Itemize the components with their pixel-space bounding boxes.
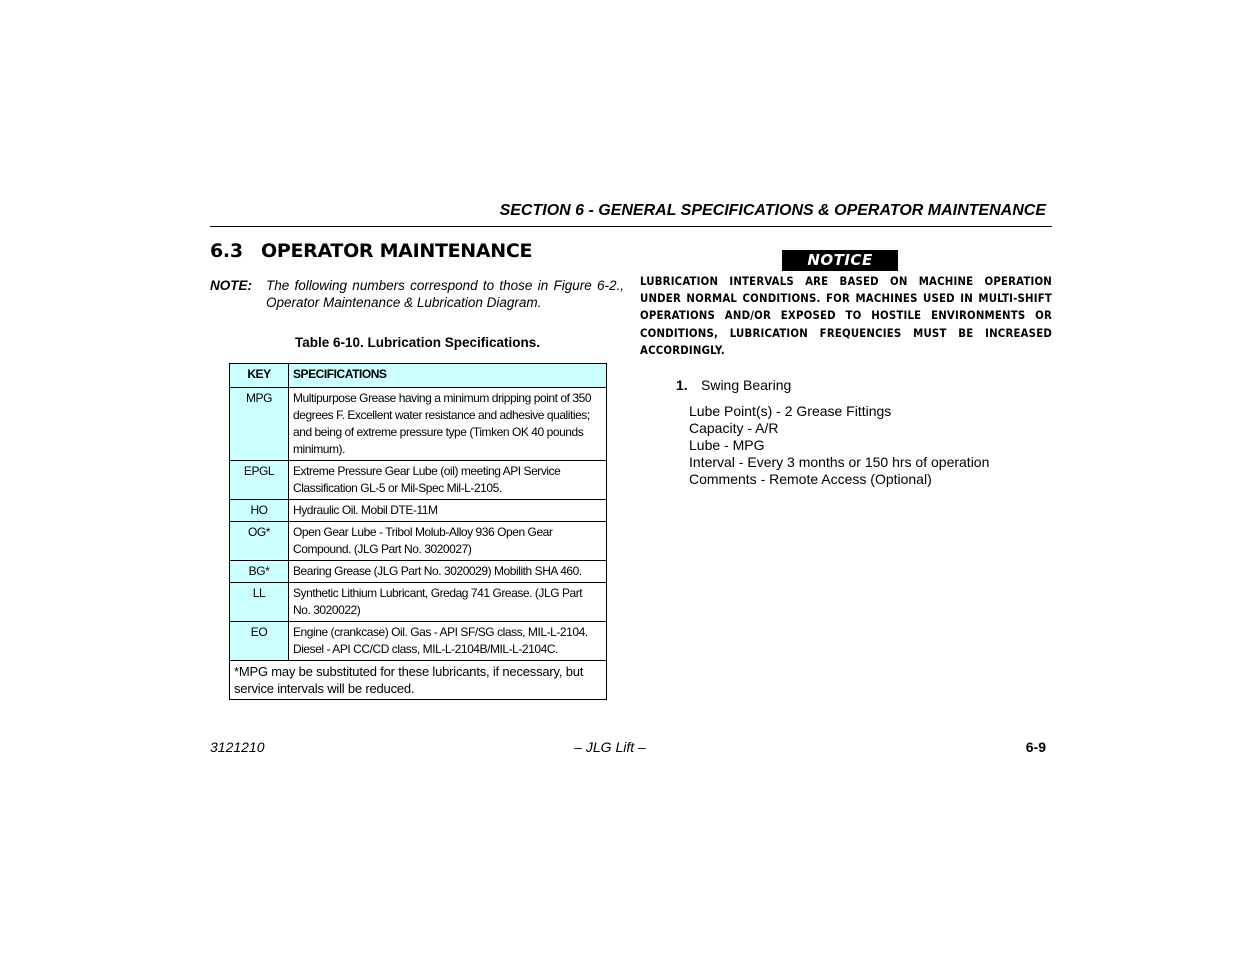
note-label: NOTE: bbox=[210, 278, 252, 293]
detail-lube: Lube - MPG bbox=[689, 437, 765, 453]
table-row bbox=[230, 522, 607, 561]
section-heading bbox=[210, 240, 532, 262]
column-header-specifications: SPECIFICATIONS bbox=[289, 364, 607, 388]
row-spec: Engine (crankcase) Oil. Gas - API SF/SG class, MIL-L-2104. Diesel - API CC/CD class, MIL-L-2104B/MIL-L-2104C. bbox=[289, 622, 607, 661]
lubrication-specifications-table bbox=[229, 363, 607, 700]
row-key: BG* bbox=[230, 561, 289, 583]
table-row bbox=[230, 500, 607, 522]
table-row bbox=[230, 561, 607, 583]
row-spec: Multipurpose Grease having a minimum dripping point of 350 degrees F. Excellent water resistance and adhesive qualities; and being of extreme pressure type (Timken OK 40 pounds minimum). bbox=[289, 388, 607, 461]
table-row bbox=[230, 461, 607, 500]
maintenance-item bbox=[676, 377, 791, 393]
item-details bbox=[689, 403, 989, 488]
detail-interval: Interval - Every 3 months or 150 hrs of operation bbox=[689, 454, 990, 470]
row-key: MPG bbox=[230, 388, 289, 461]
notice-badge: NOTICE bbox=[782, 250, 898, 271]
row-key: EPGL bbox=[230, 461, 289, 500]
row-spec: Synthetic Lithium Lubricant, Gredag 741 Grease. (JLG Part No. 3020022) bbox=[289, 583, 607, 622]
row-key: OG* bbox=[230, 522, 289, 561]
detail-comments: Comments - Remote Access (Optional) bbox=[689, 471, 932, 487]
row-key: HO bbox=[230, 500, 289, 522]
item-title: Swing Bearing bbox=[701, 377, 792, 393]
column-header-key: KEY bbox=[230, 364, 289, 388]
item-number: 1. bbox=[676, 377, 688, 393]
table-footnote: *MPG may be substituted for these lubricants, if necessary, but service intervals will be reduced. bbox=[230, 661, 607, 700]
heading-title: OPERATOR MAINTENANCE bbox=[261, 240, 533, 262]
footer-page-number: 6-9 bbox=[1025, 739, 1046, 755]
heading-number: 6.3 bbox=[210, 240, 243, 262]
note-text: The following numbers correspond to those in Figure 6-2., Operator Maintenance & Lubrication Diagram. bbox=[266, 278, 624, 310]
row-spec: Hydraulic Oil. Mobil DTE-11M bbox=[289, 500, 607, 522]
row-spec: Open Gear Lube - Tribol Molub-Alloy 936 Open Gear Compound. (JLG Part No. 3020027) bbox=[289, 522, 607, 561]
row-spec: Extreme Pressure Gear Lube (oil) meeting API Service Classification GL-5 or Mil-Spec Mil-L-2105. bbox=[289, 461, 607, 500]
notice-text: LUBRICATION INTERVALS ARE BASED ON MACHINE OPERATION UNDER NORMAL CONDITIONS. FOR MACHINES USED IN MULTI-SHIFT OPERATIONS AND/OR EXPOSED TO HOSTILE ENVIRONMENTS OR CONDITIONS, LUBRICATION FREQUENCIES MUST BE INCREASED ACCORDINGLY. bbox=[640, 275, 1052, 357]
detail-lube-points: Lube Point(s) - 2 Grease Fittings bbox=[689, 403, 892, 419]
table-footnote-row bbox=[230, 661, 607, 700]
row-spec: Bearing Grease (JLG Part No. 3020029) Mobilith SHA 460. bbox=[289, 561, 607, 583]
table-caption: Table 6-10. Lubrication Specifications. bbox=[294, 335, 541, 350]
table-row bbox=[230, 388, 607, 461]
detail-capacity: Capacity - A/R bbox=[689, 420, 779, 436]
section-header: SECTION 6 - GENERAL SPECIFICATIONS & OPERATOR MAINTENANCE bbox=[499, 202, 1046, 219]
section-header-rule bbox=[210, 226, 1052, 227]
note-block bbox=[210, 277, 624, 311]
footer-center: – JLG Lift – bbox=[574, 739, 646, 755]
table-row bbox=[230, 583, 607, 622]
footer-doc-number: 3121210 bbox=[210, 739, 265, 755]
table-row bbox=[230, 622, 607, 661]
row-key: EO bbox=[230, 622, 289, 661]
row-key: LL bbox=[230, 583, 289, 622]
table-header-row bbox=[230, 364, 607, 388]
